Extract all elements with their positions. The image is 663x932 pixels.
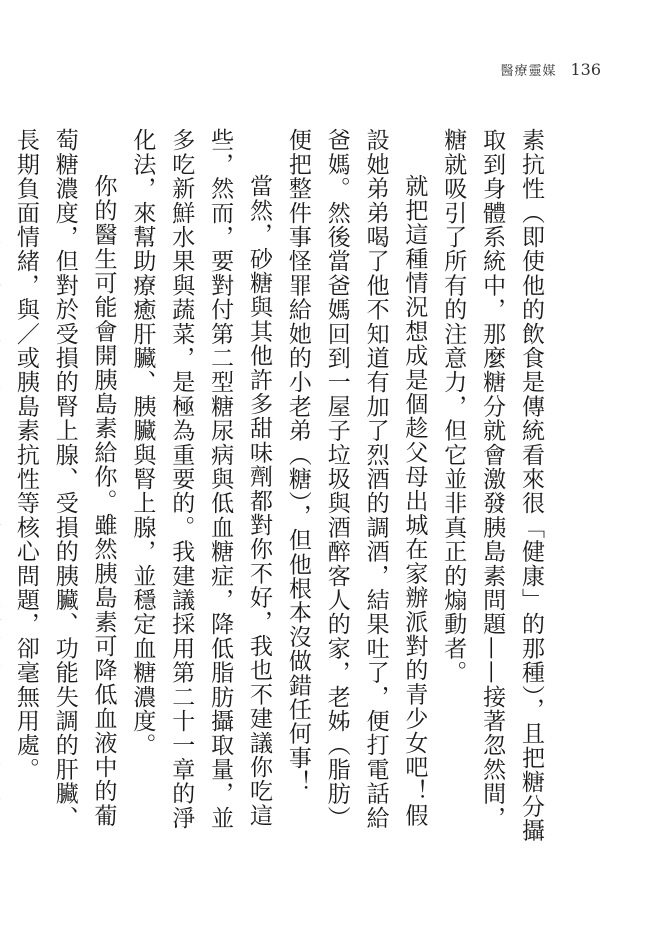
book-title: 醫療靈媒 — [500, 64, 557, 79]
body-text — [12, 128, 550, 848]
paragraph — [0, 128, 6, 848]
running-header — [500, 60, 601, 79]
paragraph: 就把這種情況想成是個趁父母出城在家辦派對的青少女吧！假設她弟弟喝了他不知道有加了烈酒的調酒，結果吐了，便打電話給爸媽。然後當爸媽回到一屋子垃圾與酒醉客人的家，老姊（脂肪）便把整件事怪罪給她的小老弟（糖），但他根本沒做錯任何事！ — [284, 128, 428, 830]
paragraph: 你的醫生可能會開胰島素給你。雖然胰島素可降低血液中的葡萄糖濃度，但對於受損的腎上腺、受損的胰臟、功能失調的肝臟、長期負面情緒，與／或胰島素抗性等核心問題，卻毫無用處。 — [12, 128, 117, 830]
paragraph-continuation: 素抗性（即使他的飲食是傳統看來很「健康」的那種），且把糖分攝取到身體系統中，那麼糖分就會激發胰島素問題——接著忽然間，糖就吸引了所有的注意力，但它並非真正的煽動者。 — [440, 128, 544, 843]
paragraph: 當然，砂糖與其他許多甜味劑都對你不好，我也不建議你吃這些，然而，要對付第二型糖尿病與低血糖症，降低脂肪攝取量，並多吃新鮮水果與蔬菜，是極為重要的。我建議採用第二十一章的淨化法，來幫助療癒肝臟、胰臟與腎上腺，並穩定血糖濃度。 — [129, 128, 272, 830]
page-number: 136 — [570, 60, 601, 79]
